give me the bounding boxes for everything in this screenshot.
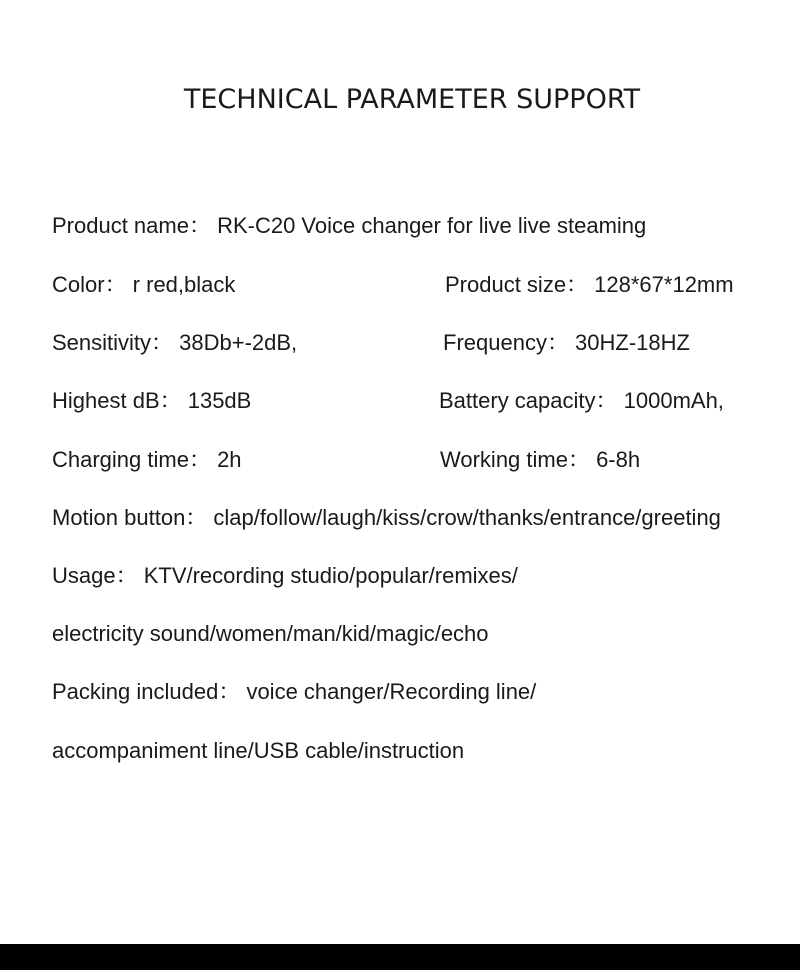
- spec-product-name: Product name： RK-C20 Voice changer for live live steaming: [52, 213, 647, 238]
- spec-packing-continued: accompaniment line/USB cable/instruction: [52, 738, 465, 763]
- spec-product-size: Product size： 128*67*12mm: [445, 272, 734, 297]
- spec-charging-time: Charging time： 2h: [52, 447, 242, 472]
- spec-battery-capacity: Battery capacity： 1000mAh,: [439, 388, 724, 413]
- spec-frequency: Frequency： 30HZ-18HZ: [443, 330, 690, 355]
- spec-working-time: Working time： 6-8h: [440, 447, 641, 472]
- footer-bar: [0, 944, 800, 970]
- spec-motion-button: Motion button： clap/follow/laugh/kiss/crow/thanks/entrance/greeting: [52, 505, 721, 530]
- spec-packing-included: Packing included： voice changer/Recording line/: [52, 679, 537, 704]
- spec-highest-db: Highest dB： 135dB: [52, 388, 252, 413]
- spec-sensitivity: Sensitivity： 38Db+-2dB,: [52, 330, 298, 355]
- spec-color: Color： r red,black: [52, 272, 236, 297]
- spec-usage: Usage： KTV/recording studio/popular/remixes/: [52, 563, 518, 588]
- page-title: TECHNICAL PARAMETER SUPPORT: [183, 84, 641, 115]
- spec-usage-continued: electricity sound/women/man/kid/magic/echo: [52, 621, 489, 646]
